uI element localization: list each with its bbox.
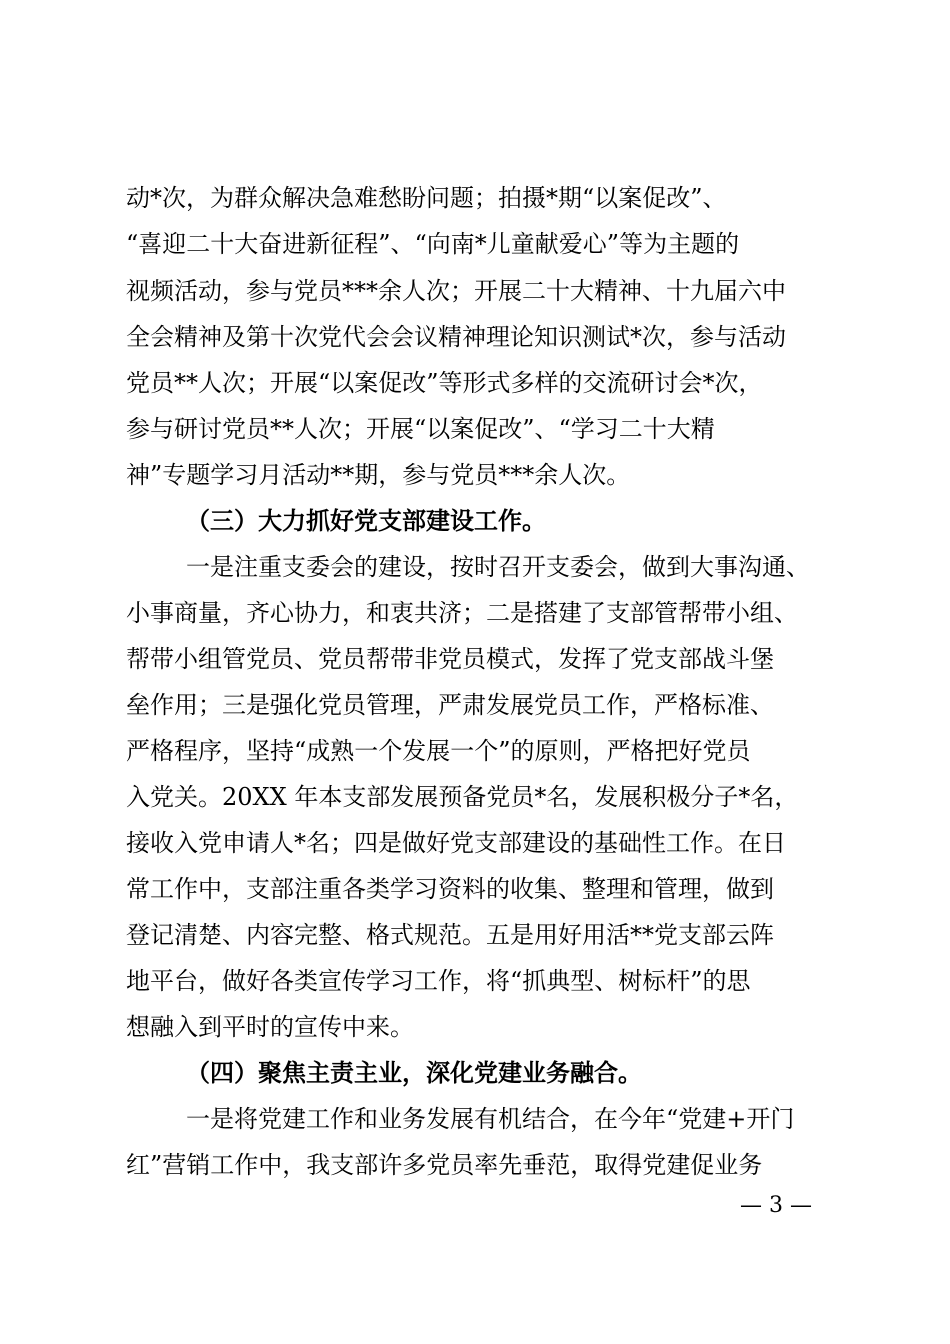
paragraph-line: 一是注重支委会的建设，按时召开支委会，做到大事沟通、 xyxy=(186,553,810,581)
paragraph-line: 动*次，为群众解决急难愁盼问题；拍摄*期“以案促改”、 xyxy=(126,184,727,212)
paragraph-line: 帮带小组管党员、党员帮带非党员模式，发挥了党支部战斗堡 xyxy=(126,645,774,673)
paragraph-line: 视频活动，参与党员***余人次；开展二十大精神、十九届六中 xyxy=(126,277,786,305)
paragraph-line: 入党关。20XX 年本支部发展预备党员*名，发展积极分子*名， xyxy=(126,783,799,811)
paragraph-line: 小事商量，齐心协力，和衷共济；二是搭建了支部管帮带小组、 xyxy=(126,599,798,627)
paragraph-line: 全会精神及第十次党代会会议精神理论知识测试*次，参与活动 xyxy=(126,323,786,351)
paragraph-line: 常工作中，支部注重各类学习资料的收集、整理和管理，做到 xyxy=(126,875,774,903)
paragraph-line: 参与研讨党员**人次；开展“以案促改”、“学习二十大精 xyxy=(126,415,715,443)
paragraph-line: 想融入到平时的宣传中来。 xyxy=(126,1013,414,1041)
paragraph-line: 垒作用；三是强化党员管理，严肃发展党员工作，严格标准、 xyxy=(126,691,774,719)
paragraph-line: 接收入党申请人*名；四是做好党支部建设的基础性工作。在日 xyxy=(126,829,786,857)
paragraph-line: 登记清楚、内容完整、格式规范。五是用好用活**党支部云阵 xyxy=(126,921,774,949)
paragraph-line: 严格程序，坚持“成熟一个发展一个”的原则，严格把好党员 xyxy=(126,737,751,765)
paragraph-line: 地平台，做好各类宣传学习工作，将“抓典型、树标杆”的思 xyxy=(126,967,751,995)
section-heading: （三）大力抓好党支部建设工作。 xyxy=(186,506,546,535)
paragraph-line: 红”营销工作中，我支部许多党员率先垂范，取得党建促业务 xyxy=(126,1151,763,1179)
paragraph-line: “喜迎二十大奋进新征程”、“向南*儿童献爱心”等为主题的 xyxy=(126,230,740,258)
paragraph-line: 神”专题学习月活动**期，参与党员***余人次。 xyxy=(126,461,631,489)
section-heading: （四）聚焦主责主业，深化党建业务融合。 xyxy=(186,1058,642,1087)
paragraph-line: 党员**人次；开展“以案促改”等形式多样的交流研讨会*次， xyxy=(126,369,763,397)
page-number: — 3 — xyxy=(740,1193,812,1218)
paragraph-line: 一是将党建工作和业务发展有机结合，在今年“党建+开门 xyxy=(186,1105,795,1133)
